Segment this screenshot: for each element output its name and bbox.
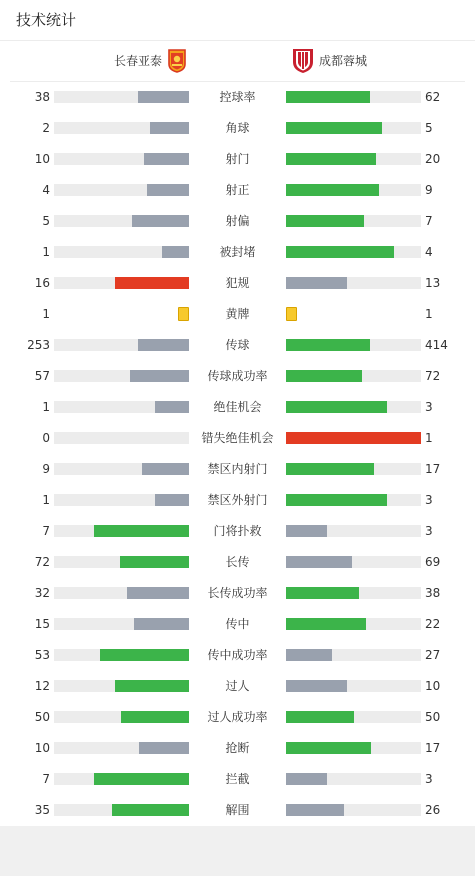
stat-label: 长传成功率	[207, 586, 268, 600]
home-bar-track	[54, 277, 189, 289]
home-stat-value: 1	[42, 493, 50, 507]
away-bar-fill	[286, 339, 370, 351]
away-bar-track	[286, 587, 421, 599]
stat-row	[0, 578, 475, 609]
home-bar-fill	[147, 184, 189, 196]
away-stat-value: 4	[425, 245, 433, 259]
home-stat-value: 50	[34, 710, 50, 724]
away-stat-value: 10	[425, 679, 441, 693]
stat-label: 禁区外射门	[207, 493, 268, 507]
home-stat-value: 1	[42, 400, 50, 414]
stat-row	[0, 547, 475, 578]
stat-row	[0, 609, 475, 640]
away-bar-fill	[286, 711, 354, 723]
home-team-name[interactable]: 长春亚泰	[113, 54, 162, 68]
away-bar-track	[286, 525, 421, 537]
home-bar-fill	[115, 277, 189, 289]
home-bar-track	[54, 556, 189, 568]
home-stat-value: 1	[42, 245, 50, 259]
stat-label: 门将扑救	[213, 524, 262, 538]
home-bar-track	[54, 246, 189, 258]
home-bar-track	[54, 463, 189, 475]
home-stat-value: 7	[42, 772, 50, 786]
stat-row	[0, 175, 475, 206]
home-stat-value: 0	[42, 431, 50, 445]
home-bar-fill	[130, 370, 189, 382]
stat-label: 控球率	[219, 90, 256, 104]
home-bar-fill	[132, 215, 189, 227]
home-stat-value: 16	[34, 276, 50, 290]
home-bar-track	[54, 618, 189, 630]
away-bar-track	[286, 370, 421, 382]
away-bar-track	[286, 184, 421, 196]
away-team-logo-icon[interactable]	[292, 48, 314, 74]
stat-label: 角球	[225, 121, 250, 135]
home-stat-value: 35	[34, 803, 50, 817]
stat-label: 过人成功率	[207, 710, 268, 724]
home-bar-fill	[162, 246, 189, 258]
away-bar-fill	[286, 742, 371, 754]
home-bar-fill	[138, 91, 189, 103]
home-bar-track	[54, 401, 189, 413]
away-bar-fill	[286, 432, 421, 444]
home-stat-value: 7	[42, 524, 50, 538]
away-stat-value: 3	[425, 524, 433, 538]
away-bar-fill	[286, 370, 362, 382]
home-bar-track	[54, 370, 189, 382]
home-bar-fill	[127, 587, 189, 599]
stat-row	[0, 113, 475, 144]
away-bar-track	[286, 649, 421, 661]
home-stat-value: 10	[34, 152, 50, 166]
stat-label: 传中	[225, 617, 250, 631]
away-stat-value: 69	[425, 555, 441, 569]
stat-label: 拦截	[225, 772, 250, 786]
away-bar-track	[286, 122, 421, 134]
away-stat-value: 1	[425, 307, 433, 321]
away-bar-fill	[286, 649, 332, 661]
stat-row	[0, 795, 475, 826]
home-bar-fill	[115, 680, 189, 692]
home-bar-track	[54, 649, 189, 661]
away-stat-value: 7	[425, 214, 433, 228]
away-bar-track	[286, 463, 421, 475]
away-bar-track	[286, 804, 421, 816]
away-stat-value: 3	[425, 772, 433, 786]
home-bar-track	[54, 184, 189, 196]
away-bar-track	[286, 432, 421, 444]
stat-row	[0, 764, 475, 795]
home-stat-value: 53	[34, 648, 50, 662]
home-stat-value: 2	[42, 121, 50, 135]
away-stat-value: 38	[425, 586, 441, 600]
away-bar-fill	[286, 494, 387, 506]
stat-row	[0, 423, 475, 454]
away-stat-value: 5	[425, 121, 433, 135]
stat-label: 错失绝佳机会	[201, 431, 274, 445]
page-title: 技术统计	[16, 11, 77, 29]
home-stat-value: 12	[34, 679, 50, 693]
home-bar-track	[54, 339, 189, 351]
home-bar-fill	[112, 804, 189, 816]
stat-label: 传球成功率	[207, 369, 268, 383]
away-stat-value: 62	[425, 90, 441, 104]
away-bar-fill	[286, 246, 394, 258]
away-bar-fill	[286, 556, 352, 568]
stat-row	[0, 206, 475, 237]
away-bar-fill	[286, 184, 379, 196]
away-bar-track	[286, 680, 421, 692]
away-stat-value: 414	[425, 338, 448, 352]
stat-row	[0, 299, 475, 330]
home-bar-fill	[134, 618, 189, 630]
home-bar-track	[54, 494, 189, 506]
away-bar-fill	[286, 277, 347, 289]
stat-label: 过人	[225, 679, 250, 693]
away-bar-fill	[286, 122, 382, 134]
home-bar-fill	[150, 122, 189, 134]
stat-label: 抢断	[225, 741, 250, 755]
home-bar-track	[54, 742, 189, 754]
away-bar-fill	[286, 153, 376, 165]
away-bar-fill	[286, 525, 327, 537]
home-bar-fill	[120, 556, 189, 568]
home-stat-value: 253	[27, 338, 50, 352]
team-header	[0, 41, 475, 81]
away-stat-value: 13	[425, 276, 441, 290]
stat-label: 绝佳机会	[213, 400, 262, 414]
stat-row	[0, 640, 475, 671]
stat-row	[0, 702, 475, 733]
home-bar-fill	[144, 153, 189, 165]
stat-label: 禁区内射门	[207, 462, 268, 476]
away-bar-fill	[286, 618, 366, 630]
stat-row	[0, 454, 475, 485]
home-team-logo-icon[interactable]	[168, 49, 186, 73]
home-stat-value: 38	[34, 90, 50, 104]
away-bar-fill	[286, 91, 370, 103]
home-bar-fill	[121, 711, 189, 723]
home-bar-track	[54, 432, 189, 444]
home-bar-fill	[138, 339, 189, 351]
stat-row	[0, 733, 475, 764]
away-stat-value: 17	[425, 741, 441, 755]
stat-label: 射门	[225, 152, 250, 166]
stat-label: 射正	[225, 183, 250, 197]
away-stat-value: 50	[425, 710, 441, 724]
home-bar-track	[54, 91, 189, 103]
home-stat-value: 15	[34, 617, 50, 631]
home-stat-value: 10	[34, 741, 50, 755]
stat-row	[0, 330, 475, 361]
home-bar-fill	[100, 649, 189, 661]
away-bar-track	[286, 246, 421, 258]
stat-row	[0, 82, 475, 113]
away-bar-track	[286, 556, 421, 568]
away-stat-value: 26	[425, 803, 441, 817]
yellow-card-icon	[178, 307, 189, 321]
away-bar-fill	[286, 773, 327, 785]
home-bar-track	[54, 525, 189, 537]
stat-label: 黄牌	[225, 307, 250, 321]
home-bar-fill	[155, 494, 189, 506]
away-team-name[interactable]: 成都蓉城	[319, 54, 368, 68]
stat-label: 射偏	[225, 214, 250, 228]
home-bar-track	[54, 680, 189, 692]
away-bar-track	[286, 153, 421, 165]
yellow-card-icon	[286, 307, 297, 321]
home-stat-value: 4	[42, 183, 50, 197]
stat-row	[0, 268, 475, 299]
home-bar-fill	[155, 401, 189, 413]
away-bar-fill	[286, 463, 374, 475]
stat-label: 长传	[225, 555, 250, 569]
home-bar-fill	[142, 463, 189, 475]
away-bar-fill	[286, 680, 347, 692]
away-bar-fill	[286, 587, 359, 599]
away-bar-track	[286, 91, 421, 103]
home-stat-value: 1	[42, 307, 50, 321]
stat-row	[0, 671, 475, 702]
away-stat-value: 17	[425, 462, 441, 476]
home-bar-track	[54, 587, 189, 599]
home-stat-value: 9	[42, 462, 50, 476]
home-bar-fill	[139, 742, 189, 754]
stat-row	[0, 516, 475, 547]
stat-row	[0, 361, 475, 392]
stat-row	[0, 237, 475, 268]
away-bar-track	[286, 494, 421, 506]
home-stat-value: 32	[34, 586, 50, 600]
stat-row	[0, 485, 475, 516]
home-bar-track	[54, 122, 189, 134]
home-bar-track	[54, 804, 189, 816]
away-stat-value: 9	[425, 183, 433, 197]
away-stat-value: 3	[425, 400, 433, 414]
away-bar-track	[286, 711, 421, 723]
home-bar-track	[54, 215, 189, 227]
away-stat-value: 3	[425, 493, 433, 507]
away-bar-fill	[286, 401, 387, 413]
home-stat-value: 5	[42, 214, 50, 228]
away-stat-value: 72	[425, 369, 441, 383]
home-bar-fill	[94, 525, 189, 537]
stat-row	[0, 144, 475, 175]
away-bar-track	[286, 215, 421, 227]
stat-label: 解围	[225, 803, 250, 817]
away-stat-value: 27	[425, 648, 441, 662]
home-stat-value: 57	[34, 369, 50, 383]
stat-label: 传球	[225, 338, 250, 352]
stat-label: 犯规	[225, 276, 250, 290]
stat-row	[0, 392, 475, 423]
home-stat-value: 72	[34, 555, 50, 569]
home-bar-track	[54, 773, 189, 785]
away-stat-value: 1	[425, 431, 433, 445]
away-bar-track	[286, 773, 421, 785]
home-bar-track	[54, 153, 189, 165]
stat-label: 被封堵	[219, 245, 256, 259]
away-bar-track	[286, 339, 421, 351]
away-stat-value: 22	[425, 617, 441, 631]
stat-label: 传中成功率	[207, 648, 268, 662]
home-bar-track	[54, 711, 189, 723]
away-bar-track	[286, 742, 421, 754]
away-bar-fill	[286, 804, 344, 816]
away-bar-fill	[286, 215, 364, 227]
home-bar-fill	[94, 773, 189, 785]
away-stat-value: 20	[425, 152, 441, 166]
away-bar-track	[286, 401, 421, 413]
away-bar-track	[286, 277, 421, 289]
away-bar-track	[286, 618, 421, 630]
